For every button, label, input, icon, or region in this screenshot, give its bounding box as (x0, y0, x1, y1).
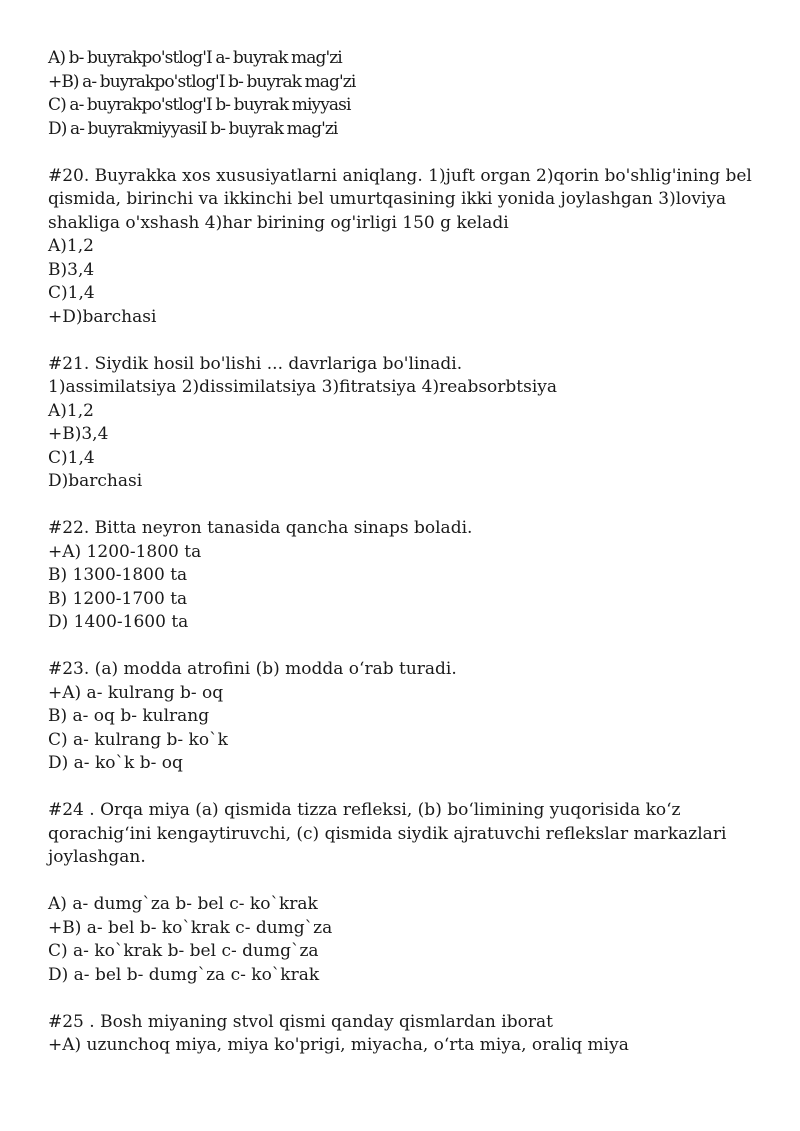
option-b: B) a- oq b- kulrang (48, 706, 210, 726)
question-20 (48, 165, 758, 330)
option-d: D) 1400-1600 ta (48, 612, 189, 632)
option-d: D) a- bel b- dumg`za c- ko`krak (48, 964, 320, 985)
option-b: +B)3,4 (48, 424, 109, 444)
option-b: B)3,4 (48, 259, 95, 280)
option-c: C) a- ko`krak b- bel c- dumg`za (48, 941, 319, 961)
option-a: +A) uzunchoq miya, miya ko'prigi, miyacha, o‘rta miya, oraliq miya (48, 1035, 629, 1055)
option-b: +B) a- bel b- ko`krak c- dumg`za (48, 917, 333, 938)
option-c: C)1,4 (48, 447, 95, 468)
question-text: qismida, birinchi va ikkinchi bel umurtqasining ikki yonida joylashgan 3)loviya (48, 189, 727, 209)
option-d: D) a- buyrakmiyyasiI b- buyrak mag'zi (48, 118, 338, 139)
option-b: B) 1300-1800 ta (48, 565, 188, 585)
option-a: A)1,2 (48, 400, 94, 421)
option-d: D) a- ko`k b- oq (48, 753, 183, 773)
question-25 (48, 1011, 758, 1058)
option-d: D)barchasi (48, 471, 143, 491)
question-text: shakliga o'xshash 4)har birining og'irligi 150 g keladi (48, 212, 509, 233)
option-c: B) 1200-1700 ta (48, 588, 188, 609)
question-text: #25 . Bosh miyaning stvol qismi qanday qismlardan iborat (48, 1011, 553, 1032)
question-24 (48, 799, 758, 987)
option-a: +A) a- kulrang b- oq (48, 682, 224, 703)
question-text: #24 . Orqa miya (a) qismida tizza refleksi, (b) bo‘limining yuqorisida ko‘z (48, 800, 681, 820)
option-c: C) a- buyrakpo'stlog'I b- buyrak miyyasi (48, 95, 351, 115)
option-d: +D)barchasi (48, 306, 157, 327)
document-page (48, 47, 758, 1058)
question-23 (48, 658, 758, 776)
question-21 (48, 353, 758, 494)
option-a: +A) 1200-1800 ta (48, 541, 202, 562)
option-a: A) a- dumg`za b- bel c- ko`krak (48, 894, 318, 914)
option-a: A) b- buyrakpo'stlog'I a- buyrak mag'zi (48, 48, 342, 68)
option-a: A)1,2 (48, 236, 94, 256)
question-text: 1)assimilatsiya 2)dissimilatsiya 3)fitratsiya 4)reabsorbtsiya (48, 377, 558, 397)
question-text: #20. Buyrakka xos xususiyatlarni aniqlang. 1)juft organ 2)qorin bo'shlig'ining bel (48, 165, 752, 186)
question-text: #22. Bitta neyron tanasida qancha sinaps boladi. (48, 518, 473, 538)
option-c: C)1,4 (48, 283, 95, 303)
question-22 (48, 517, 758, 635)
prev-question-options (48, 47, 758, 141)
question-text: #21. Siydik hosil bo'lishi ... davrlariga bo'linadi. (48, 353, 463, 374)
question-text: qorachig‘ini kengaytiruvchi, (c) qismida siydik ajratuvchi reflekslar markazlari (48, 823, 727, 844)
question-text: joylashgan. (48, 847, 146, 867)
option-b: +B) a- buyrakpo'stlog'I b- buyrak mag'zi (48, 71, 356, 92)
question-text: #23. (a) modda atrofini (b) modda o‘rab turadi. (48, 659, 457, 679)
option-c: C) a- kulrang b- ko`k (48, 729, 228, 750)
